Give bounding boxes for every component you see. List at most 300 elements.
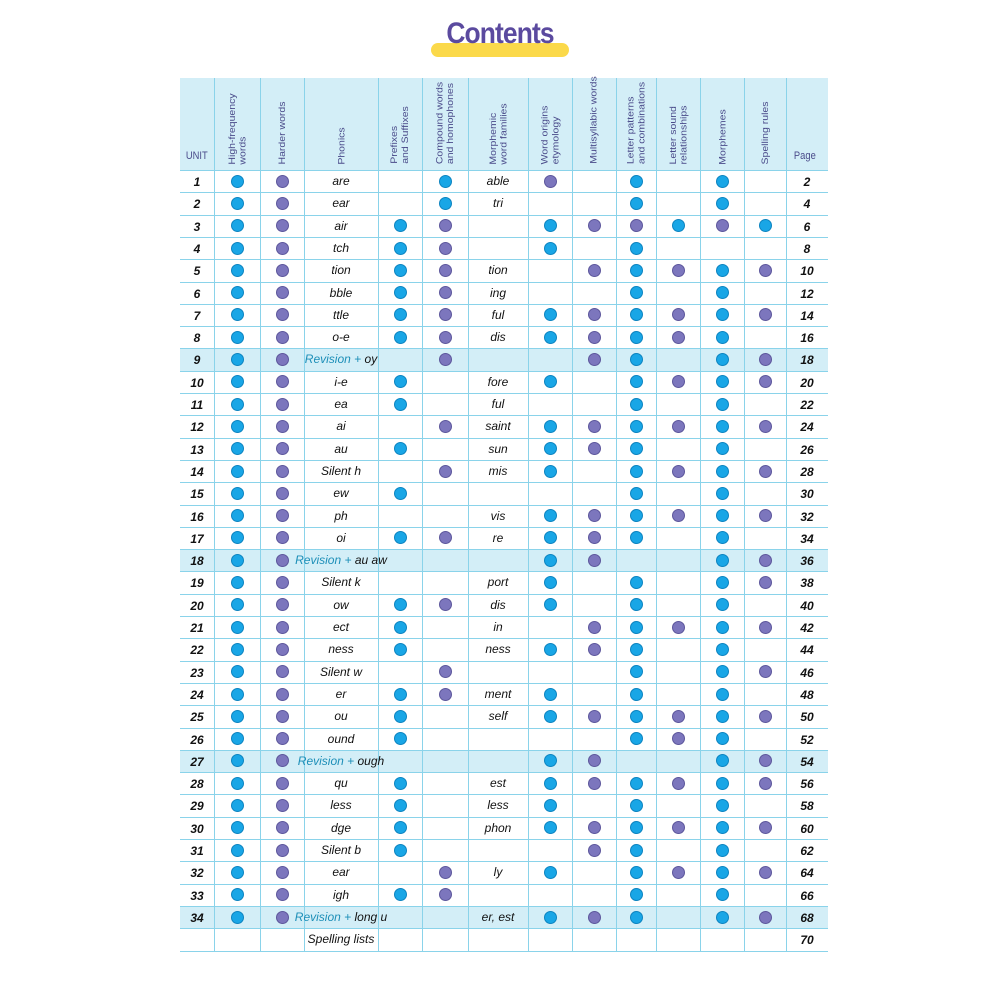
header-morphemic-word-families [487, 103, 509, 164]
header-line: relationships [677, 105, 689, 164]
phonics-text: ew [333, 486, 349, 501]
purple-dot [759, 554, 772, 567]
unit-number: 12 [190, 420, 204, 435]
purple-dot [439, 331, 452, 344]
blue-dot [394, 264, 407, 277]
blue-dot [544, 308, 557, 321]
purple-dot [276, 531, 289, 544]
purple-dot [439, 353, 452, 366]
purple-dot [759, 821, 772, 834]
purple-dot [276, 465, 289, 478]
blue-dot [231, 509, 244, 522]
column-divider [214, 78, 215, 951]
purple-dot [439, 286, 452, 299]
blue-dot [231, 197, 244, 210]
phonics-text: er [335, 686, 347, 701]
phonics-text: Silent b [320, 843, 362, 857]
blue-dot [716, 576, 729, 589]
purple-dot [588, 554, 601, 567]
purple-dot [276, 420, 289, 433]
purple-dot [276, 375, 289, 388]
unit-number: 6 [193, 286, 201, 301]
blue-dot [231, 286, 244, 299]
plus-sign: + [341, 553, 355, 568]
phonics-text: air [334, 218, 348, 233]
blue-dot [394, 487, 407, 500]
column-divider [528, 78, 529, 951]
purple-dot [276, 732, 289, 745]
purple-dot [588, 420, 601, 433]
morphemic-text: able [486, 174, 510, 188]
blue-dot [716, 888, 729, 901]
phonics-text: Spelling lists [307, 932, 375, 947]
morphemic-text: phon [484, 820, 512, 835]
blue-dot [544, 777, 557, 790]
blue-dot [630, 576, 643, 589]
page-number: 46 [800, 665, 814, 680]
purple-dot [276, 331, 289, 344]
page-number: 44 [800, 643, 814, 658]
row-divider [180, 661, 828, 662]
blue-dot [716, 688, 729, 701]
blue-dot [759, 219, 772, 232]
blue-dot [630, 308, 643, 321]
purple-dot [759, 911, 772, 924]
phonics-text: i-e [334, 374, 348, 389]
blue-dot [716, 710, 729, 723]
blue-dot [544, 710, 557, 723]
purple-dot [759, 621, 772, 634]
phonics-text: dge [330, 820, 352, 835]
purple-dot [759, 754, 772, 767]
purple-dot [276, 175, 289, 188]
unit-number: 25 [190, 710, 204, 725]
purple-dot [439, 219, 452, 232]
purple-dot [276, 308, 289, 321]
page-number: 14 [800, 308, 814, 323]
unit-number: 18 [190, 554, 204, 569]
blue-dot [716, 420, 729, 433]
blue-dot [544, 420, 557, 433]
header-line: Morphemic [487, 112, 499, 165]
blue-dot [231, 866, 244, 879]
page-title: Contents [446, 17, 554, 50]
purple-dot [439, 308, 452, 321]
blue-dot [716, 531, 729, 544]
phonics-text: ph [334, 508, 348, 523]
unit-number: 7 [193, 308, 201, 323]
unit-number: 1 [193, 175, 201, 189]
blue-dot [544, 911, 557, 924]
phonics-text: o-e [332, 330, 350, 345]
blue-dot [630, 688, 643, 701]
blue-dot [544, 509, 557, 522]
blue-dot [630, 844, 643, 857]
purple-dot [672, 866, 685, 879]
blue-dot [630, 398, 643, 411]
blue-dot [544, 331, 557, 344]
morphemic-text: fore [487, 374, 509, 389]
phonics-text: qu [334, 776, 348, 791]
revision-extra: ough [357, 753, 385, 768]
purple-dot [588, 264, 601, 277]
purple-dot [276, 487, 289, 500]
header-line: and combinations [636, 81, 647, 165]
blue-dot [630, 487, 643, 500]
blue-dot [231, 754, 244, 767]
header-line: Spelling rules [759, 100, 771, 165]
header-line: Letter patterns [625, 96, 637, 165]
unit-number: 2 [193, 197, 201, 212]
header-page: Page [793, 150, 816, 162]
purple-dot [588, 331, 601, 344]
morphemic-text: tion [488, 263, 508, 278]
blue-dot [231, 844, 244, 857]
page-number: 68 [800, 910, 814, 925]
blue-dot [231, 175, 244, 188]
phonics-text: Silent k [321, 575, 361, 590]
purple-dot [716, 219, 729, 232]
blue-dot [544, 799, 557, 812]
purple-dot [672, 331, 685, 344]
page-number: 10 [800, 264, 814, 279]
header-word-origins-etymology [539, 105, 561, 164]
blue-dot [231, 487, 244, 500]
blue-dot [544, 598, 557, 611]
blue-dot [716, 487, 729, 500]
blue-dot [630, 911, 643, 924]
blue-dot [231, 442, 244, 455]
blue-dot [716, 509, 729, 522]
blue-dot [231, 219, 244, 232]
purple-dot [276, 442, 289, 455]
blue-dot [716, 465, 729, 478]
revision-word: Revision [295, 553, 342, 568]
phonics-text: ai [336, 419, 346, 434]
purple-dot [759, 353, 772, 366]
title-area [0, 14, 1000, 54]
blue-dot [630, 621, 643, 634]
unit-number: 19 [190, 576, 204, 591]
page-number: 58 [800, 799, 814, 814]
blue-dot [231, 643, 244, 656]
purple-dot [276, 911, 289, 924]
unit-number: 17 [190, 531, 204, 546]
blue-dot [716, 442, 729, 455]
unit-number: 21 [190, 621, 204, 635]
unit-number: 5 [193, 264, 201, 279]
purple-dot [439, 888, 452, 901]
blue-dot [630, 821, 643, 834]
blue-dot [394, 621, 407, 634]
header-line: Word origins [539, 105, 550, 164]
blue-dot [716, 777, 729, 790]
phonics-text: ear [332, 865, 350, 880]
purple-dot [276, 598, 289, 611]
blue-dot [394, 398, 407, 411]
blue-dot [231, 777, 244, 790]
blue-dot [716, 554, 729, 567]
title-box [435, 14, 565, 54]
purple-dot [439, 665, 452, 678]
row-divider [180, 839, 828, 840]
morphemic-text: self [488, 709, 508, 724]
phonics-text: less [330, 798, 352, 813]
blue-dot [394, 531, 407, 544]
unit-number: 15 [190, 487, 204, 502]
page-number: 8 [803, 241, 811, 256]
purple-dot [276, 219, 289, 232]
blue-dot [630, 465, 643, 478]
purple-dot [588, 710, 601, 723]
blue-dot [630, 264, 643, 277]
header-multisyllabic-words [588, 76, 599, 164]
morphemic-text: ful [491, 307, 505, 322]
blue-dot [394, 688, 407, 701]
header-line: High-frequency [226, 92, 238, 165]
blue-dot [544, 219, 557, 232]
blue-dot [544, 754, 557, 767]
purple-dot [588, 621, 601, 634]
header-phonics [336, 127, 347, 164]
row-divider [180, 728, 828, 729]
blue-dot [630, 866, 643, 879]
column-divider [260, 78, 261, 951]
header-line: and Suffixes [399, 106, 411, 164]
blue-dot [716, 821, 729, 834]
blue-dot [231, 710, 244, 723]
blue-dot [716, 754, 729, 767]
blue-dot [630, 643, 643, 656]
blue-dot [630, 777, 643, 790]
purple-dot [276, 888, 289, 901]
unit-number: 28 [190, 777, 204, 792]
plus-sign: + [340, 909, 355, 924]
blue-dot [394, 821, 407, 834]
blue-dot [231, 465, 244, 478]
purple-dot [588, 353, 601, 366]
purple-dot [276, 398, 289, 411]
blue-dot [630, 710, 643, 723]
page-number: 52 [800, 732, 814, 747]
blue-dot [231, 821, 244, 834]
morphemic-text: re [492, 530, 504, 545]
header-letter-sound-relationships [667, 105, 689, 164]
page-number: 42 [800, 621, 814, 635]
purple-dot [588, 754, 601, 767]
purple-dot [672, 732, 685, 745]
purple-dot [276, 665, 289, 678]
purple-dot [588, 844, 601, 857]
blue-dot [716, 621, 729, 634]
blue-dot [630, 197, 643, 210]
blue-dot [630, 353, 643, 366]
page-number: 20 [800, 375, 814, 390]
purple-dot [588, 219, 601, 232]
unit-number: 24 [190, 687, 204, 702]
header-letter-patterns-and-combinations [625, 82, 647, 164]
header-line: Phonics [335, 126, 347, 165]
unit-number: 29 [190, 799, 204, 814]
purple-dot [276, 576, 289, 589]
page-number: 6 [803, 219, 811, 234]
morphemic-text: mis [488, 463, 508, 478]
blue-dot [394, 242, 407, 255]
purple-dot [276, 710, 289, 723]
header-line: and homophones [445, 82, 456, 165]
page-number: 18 [800, 353, 814, 368]
purple-dot [672, 777, 685, 790]
blue-dot [716, 866, 729, 879]
revision-extra: long u [354, 909, 388, 924]
phonics-text: Silent h [320, 463, 362, 478]
column-divider [744, 78, 745, 951]
phonics-text: ound [327, 731, 355, 746]
blue-dot [394, 844, 407, 857]
purple-dot [672, 465, 685, 478]
purple-dot [276, 799, 289, 812]
blue-dot [716, 665, 729, 678]
purple-dot [276, 643, 289, 656]
unit-number: 10 [190, 375, 204, 390]
morphemic-text: dis [490, 330, 506, 345]
row-divider [180, 482, 828, 483]
column-divider [378, 78, 379, 951]
purple-dot [439, 264, 452, 277]
page-number: 30 [800, 487, 814, 502]
header-high-frequency-words [226, 93, 248, 164]
morphemic-text: saint [485, 419, 511, 434]
phonics-text: ect [332, 620, 349, 634]
purple-dot [276, 688, 289, 701]
page-number: 2 [803, 175, 811, 189]
page-number: 12 [800, 286, 814, 301]
phonics-text: ea [334, 397, 348, 411]
purple-dot [276, 242, 289, 255]
purple-dot [759, 375, 772, 388]
blue-dot [394, 888, 407, 901]
blue-dot [544, 375, 557, 388]
header-compound-words-and-homophones [434, 82, 456, 164]
revision-word: Revision [297, 753, 344, 768]
page-number: 28 [800, 464, 814, 479]
purple-dot [759, 509, 772, 522]
blue-dot [231, 308, 244, 321]
morphemic-text: tri [493, 196, 503, 211]
purple-dot [276, 777, 289, 790]
purple-dot [588, 911, 601, 924]
blue-dot [630, 331, 643, 344]
blue-dot [439, 197, 452, 210]
purple-dot [276, 754, 289, 767]
blue-dot [394, 219, 407, 232]
page-number: 70 [800, 933, 814, 948]
blue-dot [716, 844, 729, 857]
blue-dot [544, 643, 557, 656]
header-line: word families [498, 102, 509, 165]
purple-dot [672, 420, 685, 433]
purple-dot [588, 643, 601, 656]
phonics-text: ow [333, 597, 349, 612]
page-number: 40 [800, 598, 814, 613]
blue-dot [394, 375, 407, 388]
purple-dot [588, 777, 601, 790]
purple-dot [276, 264, 289, 277]
header-spelling-rules [760, 101, 771, 164]
morphemic-text: dis [490, 597, 506, 612]
purple-dot [588, 509, 601, 522]
blue-dot [630, 888, 643, 901]
row-divider [180, 884, 828, 885]
blue-dot [630, 531, 643, 544]
blue-dot [231, 576, 244, 589]
unit-number: 14 [190, 464, 204, 479]
purple-dot [672, 621, 685, 634]
page-number: 56 [800, 777, 814, 792]
page-number: 64 [800, 866, 814, 881]
blue-dot [716, 197, 729, 210]
blue-dot [439, 175, 452, 188]
phonics-text: ear [332, 196, 350, 211]
blue-dot [394, 777, 407, 790]
phonics-text: au [334, 441, 348, 456]
blue-dot [544, 531, 557, 544]
unit-number: 11 [190, 398, 204, 412]
purple-dot [630, 219, 643, 232]
blue-dot [716, 286, 729, 299]
page-number: 60 [800, 821, 814, 836]
purple-dot [439, 688, 452, 701]
header-line: Harder words [276, 100, 288, 165]
blue-dot [394, 442, 407, 455]
purple-dot [672, 821, 685, 834]
page-number: 62 [800, 844, 814, 858]
page-number: 66 [800, 888, 814, 903]
blue-dot [544, 688, 557, 701]
purple-dot [276, 509, 289, 522]
purple-dot [439, 531, 452, 544]
blue-dot [231, 264, 244, 277]
unit-number: 8 [193, 331, 201, 346]
page-number: 22 [800, 398, 814, 412]
blue-dot [544, 442, 557, 455]
morphemic-text: vis [490, 508, 506, 523]
unit-number: 13 [190, 442, 204, 457]
purple-dot [672, 710, 685, 723]
blue-dot [231, 911, 244, 924]
header-line: Multisyllabic words [588, 76, 600, 164]
morphemic-text: est [489, 776, 506, 791]
header-line: Letter sound [667, 105, 678, 164]
blue-dot [672, 219, 685, 232]
purple-dot [276, 866, 289, 879]
blue-dot [716, 732, 729, 745]
blue-dot [394, 732, 407, 745]
phonics-text: bble [329, 285, 353, 300]
blue-dot [716, 799, 729, 812]
phonics-text: tion [331, 263, 351, 278]
page-number: 50 [800, 710, 814, 725]
blue-dot [716, 598, 729, 611]
phonics-text: ou [334, 709, 348, 724]
blue-dot [394, 308, 407, 321]
purple-dot [759, 420, 772, 433]
phonics-text: are [332, 174, 350, 188]
unit-number [180, 929, 214, 951]
purple-dot [759, 777, 772, 790]
purple-dot [276, 821, 289, 834]
column-divider [616, 78, 617, 951]
